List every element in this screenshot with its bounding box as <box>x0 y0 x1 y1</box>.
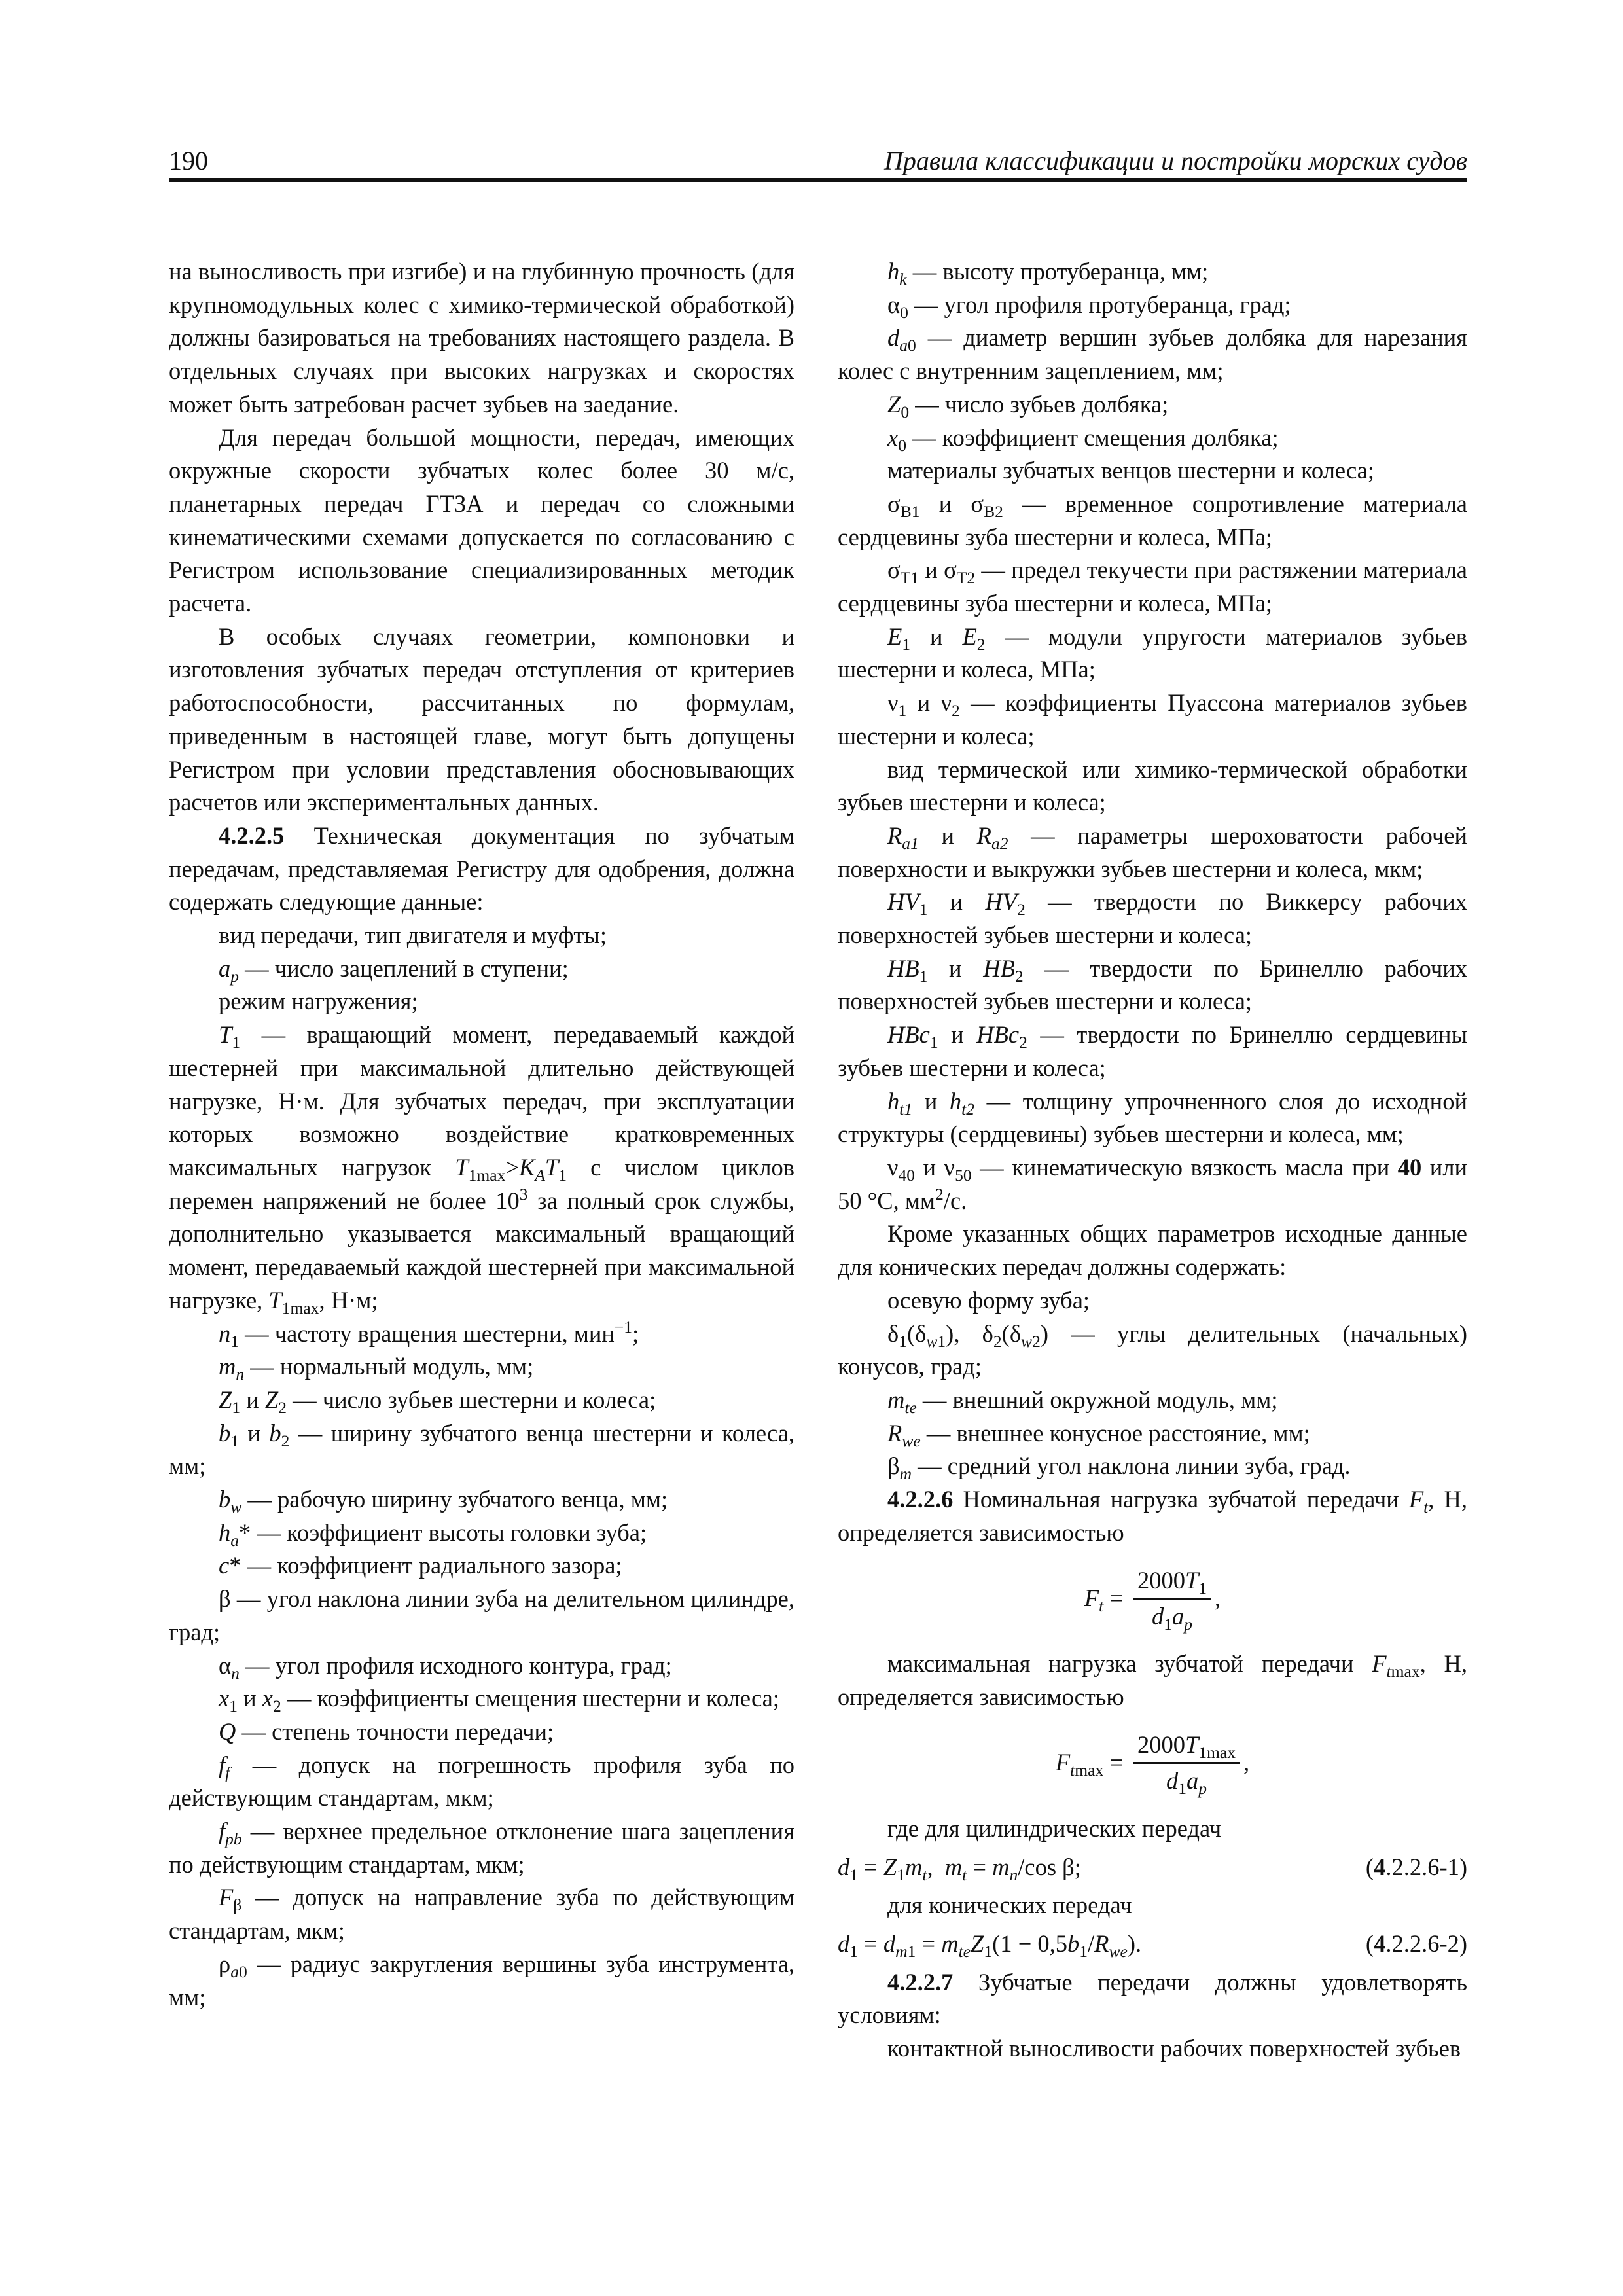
list-item: $\nu_{40}$ и $\nu_{50}$ — кинематическую вязкость масла при 40 или 50 °С, $мм^2/с$. <box>838 1153 1468 1214</box>
list-item: $h_{t1}$ и $h_{t2}$ — толщину упрочненного слоя до исходной структуры (сердцевины) зубьев шестерни и колеса, мм; <box>838 1087 1467 1148</box>
equation-4-2-2-6-1: $d_1 = Z_1m_t$, $m_t = m_n/\cos$ β; (4.2.2.6-1) <box>838 1853 1467 1884</box>
paragraph: 4.2.2.6 Номинальная нагрузка зубчатой передачи $F_t$, Н, определяется зависимостью <box>838 1486 1468 1546</box>
list-item: осевую форму зуба; <box>887 1286 1090 1314</box>
list-item: $n_1$ — частоту вращения шестерни, мин$^{-1}$; <box>219 1317 639 1351</box>
page-number: 190 <box>169 146 208 175</box>
list-item: $HB_1$ и $HB_2$ — твердости по Бринеллю рабочих поверхностей зубьев шестерни и колеса; <box>838 954 1467 1015</box>
list-item: c* — коэффициент радиального зазора; <box>219 1552 622 1579</box>
equation-4-2-2-6-2: $d_1 = d_{m1} = m_{te}Z_1(1 - 0,5b_1/R_{we})$. (4.2.2.6-2) <box>838 1929 1467 1961</box>
list-item: $\alpha_0$ — угол профиля протуберанца, град; <box>887 291 1291 322</box>
list-item: $b_w$ — рабочую ширину зубчатого венца, мм; <box>219 1486 668 1517</box>
list-item: $h_a*$ — коэффициент высоты головки зуба; <box>219 1518 647 1550</box>
page-header <box>169 145 1467 182</box>
right-column <box>838 255 1467 2066</box>
list-item: $R_{a1}$ и $R_{a2}$ — параметры шероховатости рабочей поверхности и выкружки зубьев шестерни и колеса, мкм; <box>838 821 1467 882</box>
list-item: $\rho_{a0}$ — радиус закругления вершины зуба инструмента, мм; <box>169 1950 794 2011</box>
formula-ft: $F_t$ = $\frac{2000T_1}{d_1a_p}$ , <box>1084 1566 1221 1634</box>
list-item: вид термической или химико-термической обработки зубьев шестерни и колеса; <box>838 755 1467 816</box>
list-item: Q — степень точности передачи; <box>219 1717 554 1745</box>
paragraph: контактной выносливости рабочих поверхностей зубьев <box>887 2035 1461 2062</box>
list-item: β — угол наклона линии зуба на делительном цилиндре, град; <box>169 1585 794 1645</box>
list-item: $Z_1$ и $Z_2$ — число зубьев шестерни и колеса; <box>219 1386 656 1417</box>
paragraph: В особых случаях геометрии, компоновки и изготовления зубчатых передач отступления от критериев работоспособности, рассчитанных по формулам, приведенным в настоящей главе, могут быть допущены Регистром при условии представления обосновывающих расчетов или экспериментальных данных. <box>169 622 794 816</box>
list-item: $R_{we}$ — внешнее конусное расстояние, мм; <box>887 1419 1310 1450</box>
paragraph: где для цилиндрических передач <box>887 1814 1222 1842</box>
paragraph: 4.2.2.5 Техническая документация по зубчатым передачам, представляемая Регистру для одобрения, должна содержать следующие данные: <box>169 821 794 916</box>
list-item: $\delta_1(\delta_{w1})$, $\delta_2(\delta_{w2})$ — углы делительных (начальных) конусов, град; <box>838 1319 1467 1380</box>
formula-ftmax: $F_{tmax}$ = $\frac{2000T_{1max}}{d_1a_p}$ , <box>1055 1731 1250 1799</box>
list-item: материалы зубчатых венцов шестерни и колеса; <box>887 457 1375 484</box>
list-item: $m_{te}$ — внешний окружной модуль, мм; <box>887 1386 1278 1417</box>
paragraph: для конических передач <box>887 1892 1132 1919</box>
list-item: вид передачи, тип двигателя и муфты; <box>219 922 607 949</box>
list-item: $\sigma_{В1}$ и $\sigma_{В2}$ — временное сопротивление материала сердцевины зуба шестерни и колеса, МПа; <box>838 490 1467 550</box>
list-item: $b_1$ и $b_2$ — ширину зубчатого венца шестерни и колеса, мм; <box>169 1419 794 1480</box>
list-item: $f_{pb}$ — верхнее предельное отклонение шага зацепления по действующим стандартам, мкм; <box>169 1818 794 1878</box>
list-item: $h_k$ — высоту протуберанца, мм; <box>887 258 1209 289</box>
list-item: $f_f$ — допуск на погрешность профиля зуба по действующим стандартам, мкм; <box>169 1751 794 1812</box>
list-item: $T_1$ — вращающий момент, передаваемый каждой шестерней при максимальной длительно действующей нагрузке, Н·м. Для зубчатых передач, при эксплуатации которых возможно воздействие кратковременных максимальных нагрузок $T_{1max}>K_AT_1$ с числом циклов перемен напряжений не более $10^3$ за полный срок службы, дополнительно указывается максимальный вращающий момент, передаваемый каждой шестерней при максимальной нагрузке, $T_{1max}$, Н·м; <box>169 1021 794 1318</box>
list-item: режим нагружения; <box>219 988 418 1015</box>
list-item: $d_{a0}$ — диаметр вершин зубьев долбяка для нарезания колес с внутренним зацеплением, мм; <box>838 324 1467 385</box>
header-rule <box>169 178 1467 182</box>
list-item: $m_n$ — нормальный модуль, мм; <box>219 1353 534 1384</box>
list-item: $x_0$ — коэффициент смещения долбяка; <box>887 423 1279 455</box>
list-item: $x_1$ и $x_2$ — коэффициенты смещения шестерни и колеса; <box>219 1685 779 1716</box>
paragraph: на выносливость при изгибе) и на глубинную прочность (для крупномодульных колес с химико-термической обработкой) должны базироваться на требованиях настоящего раздела. В отдельных случаях при высоких нагрузках и скоростях может быть затребован расчет зубьев на заедание. <box>169 258 794 418</box>
list-item: $\beta_m$ — средний угол наклона линии зуба, град. <box>887 1452 1351 1484</box>
paragraph: 4.2.2.7 Зубчатые передачи должны удовлетворять условиям: <box>838 1968 1467 2029</box>
running-title: Правила классификации и постройки морских судов <box>883 146 1467 175</box>
list-item: $HV_1$ и $HV_2$ — твердости по Виккерсу рабочих поверхностей зубьев шестерни и колеса; <box>838 888 1467 949</box>
list-item: $F_\beta$ — допуск на направление зуба по действующим стандартам, мкм; <box>169 1884 794 1945</box>
list-item: HBc$_1$ и HBc$_2$ — твердости по Бринеллю сердцевины зубьев шестерни и колеса; <box>838 1021 1467 1081</box>
list-item: $a_p$ — число зацеплений в ступени; <box>219 954 569 986</box>
paragraph: Для передач большой мощности, передач, имеющих окружные скорости зубчатых колес более 30 м/с, планетарных передач ГТЗА и передач со сложными кинематическими схемами допускается по согласованию с Регистром использование специализированных методик расчета. <box>169 423 794 617</box>
left-column <box>169 255 794 2014</box>
list-item: $\nu_1$ и $\nu_2$ — коэффициенты Пуассона материалов зубьев шестерни и колеса; <box>838 689 1467 749</box>
list-item: $E_1$ и $E_2$ — модули упругости материалов зубьев шестерни и колеса, МПа; <box>838 622 1467 683</box>
paragraph: максимальная нагрузка зубчатой передачи $F_{tmax}$, Н, определяется зависимостью <box>838 1650 1467 1711</box>
list-item: $\alpha_n$ — угол профиля исходного контура, град; <box>219 1651 672 1683</box>
list-item: $\sigma_{Т1}$ и $\sigma_{Т2}$ — предел текучести при растяжении материала сердцевины зуба шестерни и колеса, МПа; <box>838 556 1467 617</box>
paragraph: Кроме указанных общих параметров исходные данные для конических передач должны содержать: <box>838 1220 1467 1281</box>
list-item: $Z_0$ — число зубьев долбяка; <box>887 390 1169 422</box>
